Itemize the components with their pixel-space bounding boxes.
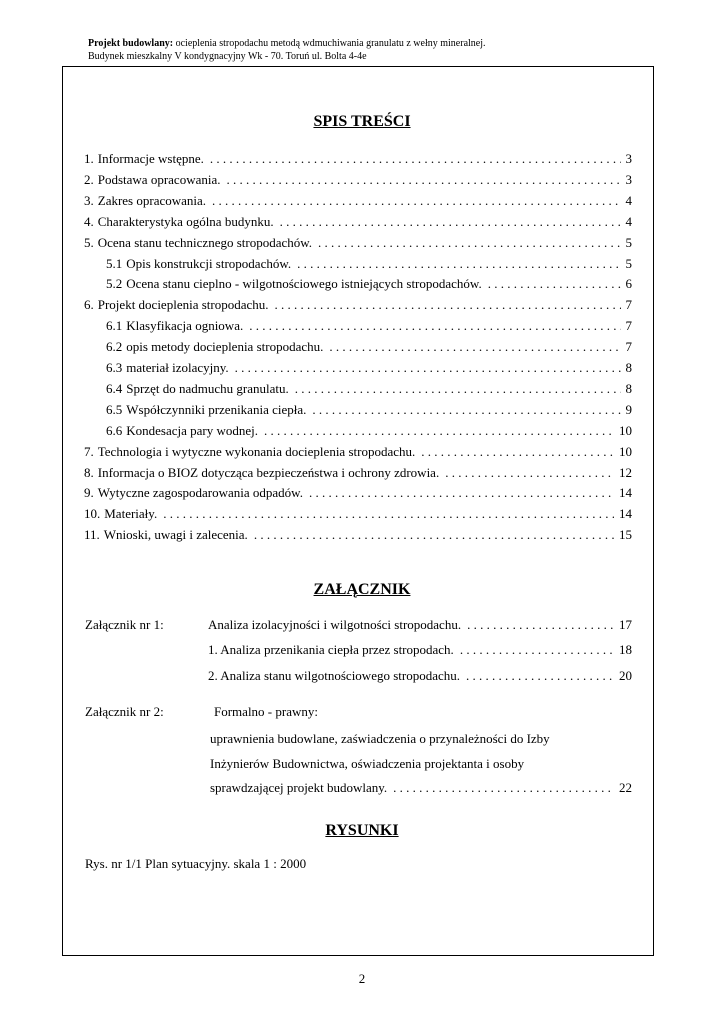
toc-entry-number: 9. bbox=[84, 485, 94, 500]
leader-dots bbox=[460, 642, 614, 658]
toc-entry-number: 11. bbox=[84, 527, 100, 542]
leader-dots bbox=[275, 297, 621, 313]
toc-entry-number: 6.4 bbox=[106, 381, 123, 396]
leader-dots bbox=[163, 506, 614, 522]
toc-entry-number: 6.2 bbox=[106, 339, 123, 354]
toc-entry-number: 2. bbox=[84, 172, 94, 187]
appendix-1-label: Załącznik nr 1: bbox=[85, 617, 164, 632]
leader-dots bbox=[254, 527, 614, 543]
toc-entry-page: 7 bbox=[625, 297, 632, 312]
toc-entry-number: 5.2 bbox=[106, 276, 123, 291]
toc-entry-text: Klasyfikacja ogniowa. bbox=[126, 318, 244, 333]
header-line-2: Budynek mieszkalny V kondygnacyjny Wk - 70. Toruń ul. Bolta 4-4e bbox=[88, 51, 367, 62]
toc-entry-page: 10 bbox=[619, 444, 632, 459]
toc-entry bbox=[84, 172, 632, 192]
toc-entry-text: Ocena stanu cieplno - wilgotnościowego istniejących stropodachów. bbox=[126, 276, 482, 291]
toc-entry bbox=[84, 506, 632, 526]
toc-entry bbox=[106, 276, 632, 296]
toc-entry bbox=[106, 402, 632, 422]
toc-entry-text: Projekt docieplenia stropodachu. bbox=[97, 297, 269, 312]
toc-entry bbox=[84, 193, 632, 213]
toc-entry-number: 4. bbox=[84, 214, 94, 229]
toc-entry-page: 8 bbox=[625, 360, 632, 375]
leader-dots bbox=[318, 235, 620, 251]
toc-entry-page: 6 bbox=[625, 276, 632, 291]
toc-entry-page: 7 bbox=[625, 339, 632, 354]
toc-entry-number: 7. bbox=[84, 444, 94, 459]
appendix-1-item-page: 17 bbox=[619, 617, 632, 632]
appendix-2-page: 22 bbox=[619, 780, 632, 795]
toc-entry-text: Wnioski, uwagi i zalecenia. bbox=[103, 527, 248, 542]
appendix-1-item-text: 1. Analiza przenikania ciepła przez stropodach. bbox=[208, 642, 454, 657]
toc-entry bbox=[84, 151, 632, 171]
toc-entry-text: Sprzęt do nadmuchu granulatu. bbox=[126, 381, 289, 396]
toc-entry-page: 14 bbox=[619, 506, 632, 521]
leader-dots bbox=[312, 402, 620, 418]
toc-entry-number: 1. bbox=[84, 151, 94, 166]
toc-entry-text: Podstawa opracowania. bbox=[97, 172, 221, 187]
appendix-title: ZAŁĄCZNIK bbox=[313, 581, 411, 598]
toc-entry-page: 8 bbox=[625, 381, 632, 396]
drawing-item: Rys. nr 1/1 Plan sytuacyjny. skala 1 : 2000 bbox=[85, 856, 307, 871]
appendix-1-item bbox=[208, 617, 632, 637]
toc-entry-text: Kondesacja pary wodnej. bbox=[126, 423, 259, 438]
page-header bbox=[88, 37, 486, 63]
toc-entry bbox=[84, 527, 632, 547]
toc-entry-text: Informacje wstępne. bbox=[97, 151, 204, 166]
toc-entry-text: materiał izolacyjny. bbox=[126, 360, 229, 375]
toc-entry-number: 5.1 bbox=[106, 256, 123, 271]
appendix-2-label: Załącznik nr 2: bbox=[85, 704, 164, 719]
toc-entry bbox=[106, 381, 632, 401]
leader-dots bbox=[295, 381, 621, 397]
leader-dots bbox=[467, 617, 614, 633]
toc-entry-text: Opis konstrukcji stropodachów. bbox=[126, 256, 292, 271]
appendix-1-item-text: Analiza izolacyjności i wilgotności stropodachu. bbox=[208, 617, 462, 632]
toc-entry bbox=[106, 423, 632, 443]
toc-entry-text: Wytyczne zagospodarowania odpadów. bbox=[97, 485, 303, 500]
header-label: Projekt budowlany: bbox=[88, 38, 174, 49]
toc-entry-page: 5 bbox=[625, 256, 632, 271]
toc-entry-number: 6.3 bbox=[106, 360, 123, 375]
leader-dots bbox=[227, 172, 621, 188]
toc-entry-page: 9 bbox=[625, 402, 632, 417]
leader-dots bbox=[210, 151, 621, 167]
toc-entry-text: Charakterystyka ogólna budynku. bbox=[97, 214, 274, 229]
toc-entry-page: 14 bbox=[619, 485, 632, 500]
toc-entry bbox=[106, 360, 632, 380]
toc-entry-page: 3 bbox=[625, 151, 632, 166]
toc-entry bbox=[84, 297, 632, 317]
leader-dots bbox=[235, 360, 621, 376]
leader-dots bbox=[212, 193, 620, 209]
appendix-2-line-3: sprawdzającej projekt budowlany. bbox=[210, 780, 388, 795]
leader-dots bbox=[280, 214, 621, 230]
toc-entry bbox=[84, 465, 632, 485]
toc-entry-number: 8. bbox=[84, 465, 94, 480]
toc-entry-number: 6.1 bbox=[106, 318, 123, 333]
header-line-1-text: ocieplenia stropodachu metodą wdmuchiwania granulatu z wełny mineralnej. bbox=[173, 38, 486, 49]
toc-entry-text: Informacja o BIOZ dotycząca bezpieczeństwa i ochrony zdrowia. bbox=[97, 465, 440, 480]
toc-entry-text: Technologia i wytyczne wykonania docieplenia stropodachu. bbox=[97, 444, 416, 459]
page-number: 2 bbox=[358, 971, 366, 986]
appendix-1-item-page: 20 bbox=[619, 668, 632, 683]
leader-dots bbox=[264, 423, 614, 439]
toc-entry-page: 5 bbox=[625, 235, 632, 250]
toc-title: SPIS TREŚCI bbox=[313, 113, 411, 130]
toc-entry-number: 6. bbox=[84, 297, 94, 312]
appendix-2-line-3-row bbox=[210, 780, 632, 800]
toc-entry-text: Ocena stanu technicznego stropodachów. bbox=[97, 235, 313, 250]
appendix-1-item bbox=[208, 668, 632, 688]
toc-entry-page: 3 bbox=[625, 172, 632, 187]
toc-entry bbox=[84, 485, 632, 505]
leader-dots bbox=[445, 465, 614, 481]
leader-dots bbox=[393, 780, 614, 796]
toc-entry bbox=[106, 318, 632, 338]
header-line-1 bbox=[88, 37, 486, 50]
toc-entry-text: opis metody docieplenia stropodachu. bbox=[126, 339, 324, 354]
appendix-1-item bbox=[208, 642, 632, 662]
toc-entry-text: Zakres opracowania. bbox=[97, 193, 207, 208]
appendix-2-line-1: uprawnienia budowlane, zaświadczenia o przynależności do Izby bbox=[210, 731, 550, 746]
leader-dots bbox=[466, 668, 614, 684]
toc-entry-page: 7 bbox=[625, 318, 632, 333]
leader-dots bbox=[329, 339, 620, 355]
leader-dots bbox=[421, 444, 614, 460]
toc-entry-number: 10. bbox=[84, 506, 101, 521]
toc-entry bbox=[106, 339, 632, 359]
toc-entry-page: 12 bbox=[619, 465, 632, 480]
leader-dots bbox=[488, 276, 621, 292]
appendix-2-title: Formalno - prawny: bbox=[214, 704, 318, 719]
leader-dots bbox=[249, 318, 620, 334]
toc-entry bbox=[84, 214, 632, 234]
toc-entry-page: 10 bbox=[619, 423, 632, 438]
leader-dots bbox=[309, 485, 614, 501]
toc-entry bbox=[106, 256, 632, 276]
toc-entry-number: 6.5 bbox=[106, 402, 123, 417]
toc-entry-page: 4 bbox=[625, 193, 632, 208]
toc-entry bbox=[84, 235, 632, 255]
toc-entry-number: 5. bbox=[84, 235, 94, 250]
appendix-2-line-2: Inżynierów Budownictwa, oświadczenia projektanta i osoby bbox=[210, 756, 525, 771]
toc-entry-page: 15 bbox=[619, 527, 632, 542]
toc-entry-number: 6.6 bbox=[106, 423, 123, 438]
appendix-1-item-page: 18 bbox=[619, 642, 632, 657]
toc-entry-number: 3. bbox=[84, 193, 94, 208]
drawings-title: RYSUNKI bbox=[325, 822, 399, 839]
appendix-1-item-text: 2. Analiza stanu wilgotnościowego stropodachu. bbox=[208, 668, 461, 683]
toc-entry-page: 4 bbox=[625, 214, 632, 229]
toc-entry-text: Materiały. bbox=[104, 506, 158, 521]
toc-entry bbox=[84, 444, 632, 464]
toc-entry-text: Współczynniki przenikania ciepła. bbox=[126, 402, 307, 417]
leader-dots bbox=[297, 256, 620, 272]
